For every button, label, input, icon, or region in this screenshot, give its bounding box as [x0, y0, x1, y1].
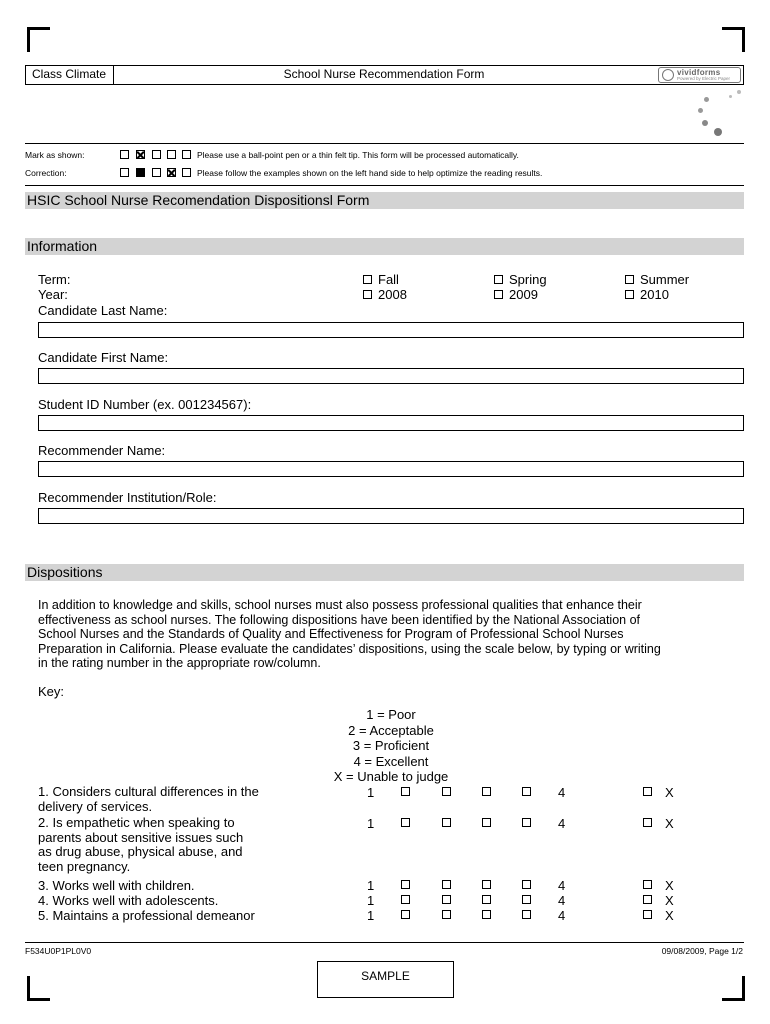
rating-4-checkbox[interactable] [522, 818, 531, 827]
scale-low-label: 1 [367, 878, 375, 893]
scale-entry: 1 = Poor [366, 707, 416, 722]
intro-line: effectiveness as school nurses. The following dispositions have been identified by the National Association of [38, 612, 640, 627]
correction-instructions: Please follow the examples shown on the left hand side to help optimize the reading results. [197, 168, 543, 178]
registration-mark-top-left [27, 27, 50, 52]
example-empty-checkbox [182, 150, 191, 159]
form-title: School Nurse Recommendation Form [283, 67, 485, 81]
mark-label: Mark as shown: [25, 150, 85, 160]
scale-entry: 2 = Acceptable [348, 722, 434, 738]
section-information: Information [25, 238, 744, 255]
example-empty-checkbox [152, 150, 161, 159]
example-empty-checkbox [152, 168, 161, 177]
logo-tagline: Powered by Electric Paper [677, 76, 731, 81]
year-2010-checkbox[interactable] [625, 290, 634, 299]
decor-dot-icon [698, 108, 703, 113]
rating-2-checkbox[interactable] [442, 787, 451, 796]
mark-instructions: Please use a ball-point pen or a thin felt tip. This form will be processed automatically. [197, 150, 519, 160]
rating-1-checkbox[interactable] [401, 787, 410, 796]
decor-dot-icon [737, 90, 741, 94]
registration-mark-top-right [722, 27, 745, 52]
year-2010-label: 2010 [640, 287, 669, 302]
sample-stamp: SAMPLE [317, 961, 454, 998]
scale-na-label: X [665, 785, 674, 800]
term-label: Term: [38, 272, 71, 287]
example-filled-checkbox [136, 168, 145, 177]
rating-x-checkbox[interactable] [643, 910, 652, 919]
rating-x-checkbox[interactable] [643, 895, 652, 904]
rating-2-checkbox[interactable] [442, 910, 451, 919]
registration-mark-bottom-right [722, 976, 745, 1001]
example-empty-checkbox [120, 150, 129, 159]
rating-4-checkbox[interactable] [522, 880, 531, 889]
rating-4-checkbox[interactable] [522, 895, 531, 904]
rating-4-checkbox[interactable] [522, 910, 531, 919]
scale-entry: X = Unable to judge [333, 769, 449, 784]
date-page: 09/08/2009, Page 1/2 [661, 946, 743, 956]
field-label-recommender-name: Recommender Name: [38, 443, 166, 458]
example-crossed-checkbox [167, 168, 176, 177]
item-text: teen pregnancy. [38, 858, 131, 874]
rating-2-checkbox[interactable] [442, 818, 451, 827]
example-empty-checkbox [167, 150, 176, 159]
scale-low-label: 1 [367, 908, 375, 923]
scale-low-label: 1 [367, 785, 375, 800]
logo-v-icon [662, 69, 674, 81]
rating-2-checkbox[interactable] [442, 880, 451, 889]
scale-high-label: 4 [558, 893, 566, 908]
rating-1-checkbox[interactable] [401, 880, 410, 889]
correction-label: Correction: [25, 168, 67, 178]
scale-entry: 3 = Proficient [352, 738, 430, 753]
decor-dot-icon [729, 95, 732, 98]
year-2009-checkbox[interactable] [494, 290, 503, 299]
scale-high-label: 4 [558, 816, 566, 831]
term-summer-label: Summer [640, 272, 690, 287]
example-crossed-checkbox [136, 150, 145, 159]
section-dispositions: Dispositions [25, 564, 744, 581]
rating-3-checkbox[interactable] [482, 787, 491, 796]
field-label-student-id: Student ID Number (ex. 001234567): [38, 397, 252, 412]
intro-line: Preparation in California. Please evaluate the candidates’ dispositions, using the scale below, by typing or writing [38, 641, 661, 656]
year-2008-checkbox[interactable] [363, 290, 372, 299]
disposition-item-3: 3. Works well with children. [38, 878, 195, 893]
dispositions-intro [38, 598, 738, 671]
scale-high-label: 4 [558, 878, 566, 893]
term-fall-checkbox[interactable] [363, 275, 372, 284]
decor-dot-icon [702, 120, 708, 126]
scale-low-label: 1 [367, 816, 375, 831]
logo-text: vividforms [677, 68, 721, 77]
year-2008-label: 2008 [378, 287, 407, 302]
footer-divider [25, 942, 744, 943]
decor-dot-icon [704, 97, 709, 102]
item-text: 2. Is empathetic when speaking to [38, 815, 235, 830]
scale-high-label: 4 [558, 908, 566, 923]
recommender-role-input[interactable] [38, 508, 744, 524]
rating-1-checkbox[interactable] [401, 818, 410, 827]
example-empty-checkbox [120, 168, 129, 177]
disposition-item-5: 5. Maintains a professional demeanor [38, 908, 255, 923]
recommender-name-input[interactable] [38, 461, 744, 477]
brand-label: Class Climate [25, 65, 114, 85]
rating-3-checkbox[interactable] [482, 880, 491, 889]
scale-na-label: X [665, 816, 674, 831]
registration-mark-bottom-left [27, 976, 50, 1001]
rating-4-checkbox[interactable] [522, 787, 531, 796]
item-text: as drug abuse, physical abuse, and [38, 844, 243, 860]
scale-na-label: X [665, 878, 674, 893]
intro-line: School Nurses and the Standards of Quality and Effectiveness for Program of Professional School Nurses [38, 627, 624, 642]
field-label-recommender-role: Recommender Institution/Role: [38, 490, 217, 505]
term-fall-label: Fall [378, 272, 399, 287]
rating-x-checkbox[interactable] [643, 818, 652, 827]
term-spring-label: Spring [509, 272, 547, 287]
rating-x-checkbox[interactable] [643, 787, 652, 796]
disposition-item-1 [38, 785, 259, 814]
first-name-input[interactable] [38, 368, 744, 384]
form-code: F534U0P1PL0V0 [25, 946, 92, 956]
scale-na-label: X [665, 893, 674, 908]
last-name-input[interactable] [38, 322, 744, 338]
example-empty-checkbox [182, 168, 191, 177]
student-id-input[interactable] [38, 415, 744, 431]
disposition-item-2 [38, 816, 243, 874]
year-label: Year: [38, 287, 68, 302]
rating-2-checkbox[interactable] [442, 895, 451, 904]
scale-low-label: 1 [367, 893, 375, 908]
field-label-last-name: Candidate Last Name: [38, 303, 168, 318]
rating-3-checkbox[interactable] [482, 818, 491, 827]
year-2009-label: 2009 [509, 287, 538, 302]
intro-line: in the rating number in the appropriate row/column. [38, 656, 321, 671]
item-text: 1. Considers cultural differences in the [38, 784, 259, 799]
rating-1-checkbox[interactable] [401, 895, 410, 904]
item-text: delivery of services. [38, 798, 153, 814]
vividforms-logo [658, 67, 741, 83]
item-text: parents about sensitive issues such [38, 829, 244, 845]
scale-high-label: 4 [558, 785, 566, 800]
field-label-first-name: Candidate First Name: [38, 350, 169, 365]
key-label: Key: [38, 684, 65, 699]
rating-scale [291, 707, 491, 785]
form-heading: HSIC School Nurse Recomendation Dispositionsl Form [25, 192, 744, 209]
rating-x-checkbox[interactable] [643, 880, 652, 889]
rating-1-checkbox[interactable] [401, 910, 410, 919]
term-spring-checkbox[interactable] [494, 275, 503, 284]
scale-na-label: X [665, 908, 674, 923]
divider [25, 143, 744, 144]
rating-3-checkbox[interactable] [482, 910, 491, 919]
term-summer-checkbox[interactable] [625, 275, 634, 284]
rating-3-checkbox[interactable] [482, 895, 491, 904]
divider [25, 185, 744, 186]
decor-dot-icon [714, 128, 722, 136]
intro-line: In addition to knowledge and skills, school nurses must also possess professional qualities that enhance their [38, 598, 642, 612]
scale-entry: 4 = Excellent [353, 753, 429, 769]
disposition-item-4: 4. Works well with adolescents. [38, 893, 219, 908]
